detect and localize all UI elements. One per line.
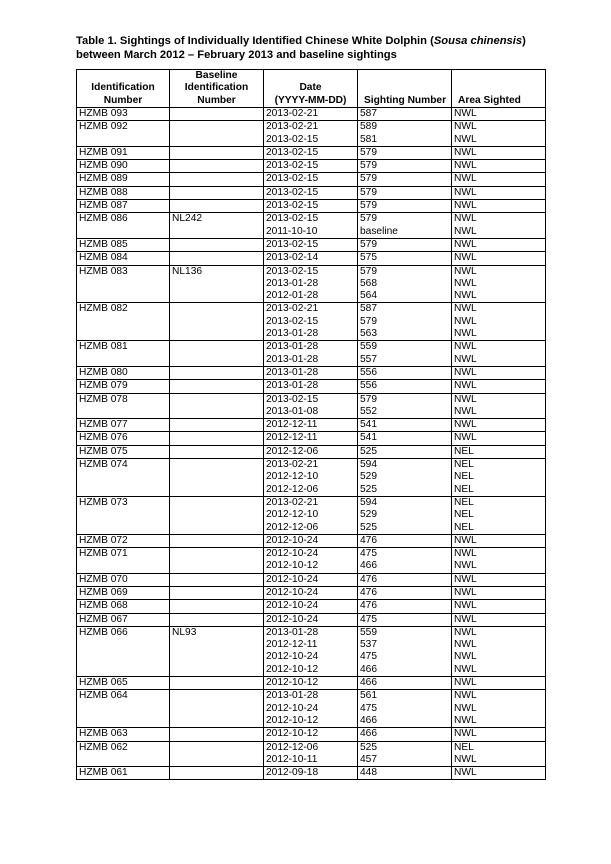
cell-id: HZMB 076 bbox=[77, 432, 170, 445]
table-row bbox=[77, 108, 546, 121]
cell-baseline bbox=[170, 613, 264, 626]
cell-area: NWL bbox=[452, 600, 546, 613]
cell-baseline bbox=[170, 573, 264, 586]
header-id: Identification Number bbox=[77, 70, 170, 108]
cell-sighting-number: 579 552 bbox=[358, 393, 452, 419]
cell-baseline bbox=[170, 728, 264, 741]
cell-date: 2013-02-15 2013-01-28 2012-01-28 bbox=[264, 265, 358, 303]
cell-date: 2013-02-21 2012-12-10 2012-12-06 bbox=[264, 496, 358, 534]
cell-id: HZMB 090 bbox=[77, 160, 170, 173]
cell-baseline bbox=[170, 586, 264, 599]
cell-area: NWL NWL NWL bbox=[452, 303, 546, 341]
cell-id: HZMB 062 bbox=[77, 741, 170, 767]
cell-area: NWL NWL NWL bbox=[452, 265, 546, 303]
header-sighting: Sighting Number bbox=[358, 70, 452, 108]
cell-id: HZMB 091 bbox=[77, 146, 170, 159]
cell-date: 2013-02-15 bbox=[264, 186, 358, 199]
cell-id: HZMB 061 bbox=[77, 767, 170, 780]
cell-area: NWL bbox=[452, 380, 546, 393]
table-row bbox=[77, 160, 546, 173]
cell-id: HZMB 088 bbox=[77, 186, 170, 199]
cell-id: HZMB 092 bbox=[77, 121, 170, 147]
cell-sighting-number: 556 bbox=[358, 366, 452, 379]
cell-date: 2013-02-15 2013-01-08 bbox=[264, 393, 358, 419]
cell-area: NEL bbox=[452, 445, 546, 458]
cell-sighting-number: 475 bbox=[358, 613, 452, 626]
cell-sighting-number: 575 bbox=[358, 252, 452, 265]
cell-baseline bbox=[170, 238, 264, 251]
cell-baseline bbox=[170, 445, 264, 458]
cell-baseline bbox=[170, 741, 264, 767]
table-row bbox=[77, 146, 546, 159]
cell-date: 2012-12-11 bbox=[264, 432, 358, 445]
sightings-table bbox=[76, 69, 546, 780]
cell-baseline bbox=[170, 548, 264, 574]
cell-sighting-number: 476 bbox=[358, 573, 452, 586]
cell-baseline bbox=[170, 173, 264, 186]
cell-baseline bbox=[170, 419, 264, 432]
cell-id: HZMB 069 bbox=[77, 586, 170, 599]
cell-date: 2012-10-24 bbox=[264, 600, 358, 613]
cell-baseline bbox=[170, 690, 264, 728]
cell-id: HZMB 085 bbox=[77, 238, 170, 251]
cell-date: 2012-10-12 bbox=[264, 677, 358, 690]
cell-baseline: NL136 bbox=[170, 265, 264, 303]
cell-area: NWL NWL bbox=[452, 548, 546, 574]
cell-sighting-number: 466 bbox=[358, 728, 452, 741]
table-row bbox=[77, 677, 546, 690]
cell-sighting-number: 476 bbox=[358, 586, 452, 599]
cell-baseline bbox=[170, 121, 264, 147]
cell-area: NWL NWL NWL bbox=[452, 690, 546, 728]
cell-sighting-number: 525 bbox=[358, 445, 452, 458]
table-row bbox=[77, 213, 546, 239]
table-row bbox=[77, 496, 546, 534]
cell-area: NEL NEL NEL bbox=[452, 459, 546, 497]
table-row bbox=[77, 690, 546, 728]
cell-date: 2013-02-15 2011-10-10 bbox=[264, 213, 358, 239]
cell-id: HZMB 067 bbox=[77, 613, 170, 626]
cell-sighting-number: 579 568 564 bbox=[358, 265, 452, 303]
cell-area: NWL bbox=[452, 586, 546, 599]
cell-id: HZMB 074 bbox=[77, 459, 170, 497]
table-row bbox=[77, 459, 546, 497]
table-row bbox=[77, 173, 546, 186]
cell-id: HZMB 071 bbox=[77, 548, 170, 574]
cell-id: HZMB 070 bbox=[77, 573, 170, 586]
cell-baseline bbox=[170, 534, 264, 547]
cell-date: 2012-10-24 bbox=[264, 534, 358, 547]
cell-baseline bbox=[170, 108, 264, 121]
cell-baseline bbox=[170, 496, 264, 534]
cell-id: HZMB 068 bbox=[77, 600, 170, 613]
cell-sighting-number: 559 537 475 466 bbox=[358, 626, 452, 676]
cell-area: NEL NWL bbox=[452, 741, 546, 767]
header-area: Area Sighted bbox=[452, 70, 546, 108]
table-row bbox=[77, 613, 546, 626]
cell-area: NWL bbox=[452, 160, 546, 173]
cell-id: HZMB 078 bbox=[77, 393, 170, 419]
cell-sighting-number: 587 bbox=[358, 108, 452, 121]
cell-sighting-number: 559 557 bbox=[358, 341, 452, 367]
cell-area: NWL NWL NWL NWL bbox=[452, 626, 546, 676]
cell-date: 2013-01-28 2012-10-24 2012-10-12 bbox=[264, 690, 358, 728]
cell-sighting-number: 579 bbox=[358, 238, 452, 251]
title-species: Sousa chinensis bbox=[433, 35, 523, 47]
cell-sighting-number: 556 bbox=[358, 380, 452, 393]
cell-sighting-number: 589 581 bbox=[358, 121, 452, 147]
cell-date: 2013-02-15 bbox=[264, 173, 358, 186]
cell-sighting-number: 579 bbox=[358, 200, 452, 213]
cell-date: 2013-02-21 2012-12-10 2012-12-06 bbox=[264, 459, 358, 497]
cell-area: NWL NWL bbox=[452, 121, 546, 147]
cell-area: NWL bbox=[452, 200, 546, 213]
cell-sighting-number: 579 bbox=[358, 160, 452, 173]
cell-date: 2012-12-11 bbox=[264, 419, 358, 432]
cell-baseline bbox=[170, 341, 264, 367]
cell-date: 2013-02-15 bbox=[264, 160, 358, 173]
cell-id: HZMB 075 bbox=[77, 445, 170, 458]
table-row bbox=[77, 626, 546, 676]
cell-sighting-number: 594 529 525 bbox=[358, 459, 452, 497]
cell-date: 2012-10-24 bbox=[264, 586, 358, 599]
cell-area: NWL bbox=[452, 767, 546, 780]
cell-sighting-number: 475 466 bbox=[358, 548, 452, 574]
header-row bbox=[77, 70, 546, 108]
cell-area: NWL NWL bbox=[452, 213, 546, 239]
cell-sighting-number: 466 bbox=[358, 677, 452, 690]
cell-baseline: NL242 bbox=[170, 213, 264, 239]
cell-id: HZMB 082 bbox=[77, 303, 170, 341]
cell-baseline bbox=[170, 767, 264, 780]
table-row bbox=[77, 432, 546, 445]
cell-baseline bbox=[170, 146, 264, 159]
cell-id: HZMB 081 bbox=[77, 341, 170, 367]
cell-id: HZMB 073 bbox=[77, 496, 170, 534]
cell-sighting-number: 579 baseline bbox=[358, 213, 452, 239]
header-date: Date (YYYY-MM-DD) bbox=[264, 70, 358, 108]
cell-area: NWL NWL bbox=[452, 341, 546, 367]
table-row bbox=[77, 445, 546, 458]
table-row bbox=[77, 548, 546, 574]
cell-area: NWL bbox=[452, 534, 546, 547]
cell-baseline bbox=[170, 380, 264, 393]
cell-baseline bbox=[170, 160, 264, 173]
cell-sighting-number: 541 bbox=[358, 432, 452, 445]
cell-date: 2012-12-06 bbox=[264, 445, 358, 458]
cell-id: HZMB 079 bbox=[77, 380, 170, 393]
cell-id: HZMB 093 bbox=[77, 108, 170, 121]
cell-id: HZMB 077 bbox=[77, 419, 170, 432]
title-prefix: Table 1. Sightings of Individually Identified Chinese White Dolphin ( bbox=[76, 35, 434, 47]
cell-baseline: NL93 bbox=[170, 626, 264, 676]
table-row bbox=[77, 265, 546, 303]
cell-id: HZMB 063 bbox=[77, 728, 170, 741]
cell-area: NWL bbox=[452, 728, 546, 741]
cell-area: NWL bbox=[452, 677, 546, 690]
cell-baseline bbox=[170, 366, 264, 379]
table-row bbox=[77, 586, 546, 599]
cell-id: HZMB 086 bbox=[77, 213, 170, 239]
cell-area: NWL bbox=[452, 238, 546, 251]
cell-sighting-number: 579 bbox=[358, 186, 452, 199]
cell-date: 2012-10-24 bbox=[264, 573, 358, 586]
cell-id: HZMB 084 bbox=[77, 252, 170, 265]
cell-baseline bbox=[170, 432, 264, 445]
cell-date: 2013-01-28 2013-01-28 bbox=[264, 341, 358, 367]
cell-date: 2012-10-24 bbox=[264, 613, 358, 626]
table-row bbox=[77, 200, 546, 213]
cell-sighting-number: 476 bbox=[358, 534, 452, 547]
cell-area: NWL NWL bbox=[452, 393, 546, 419]
cell-area: NWL bbox=[452, 146, 546, 159]
cell-area: NWL bbox=[452, 173, 546, 186]
title-suffix: ) bbox=[522, 35, 526, 47]
title-line2: between March 2012 – February 2013 and baseline sightings bbox=[76, 49, 397, 61]
table-row bbox=[77, 186, 546, 199]
table-row bbox=[77, 121, 546, 147]
table-row bbox=[77, 238, 546, 251]
table-row bbox=[77, 419, 546, 432]
table-row bbox=[77, 767, 546, 780]
table-row bbox=[77, 728, 546, 741]
cell-area: NWL bbox=[452, 419, 546, 432]
cell-date: 2012-10-12 bbox=[264, 728, 358, 741]
cell-sighting-number: 541 bbox=[358, 419, 452, 432]
cell-baseline bbox=[170, 186, 264, 199]
cell-id: HZMB 087 bbox=[77, 200, 170, 213]
cell-id: HZMB 064 bbox=[77, 690, 170, 728]
cell-date: 2013-01-28 bbox=[264, 366, 358, 379]
cell-id: HZMB 083 bbox=[77, 265, 170, 303]
table-title bbox=[76, 34, 556, 62]
cell-date: 2013-02-21 bbox=[264, 108, 358, 121]
cell-sighting-number: 561 475 466 bbox=[358, 690, 452, 728]
table-row bbox=[77, 303, 546, 341]
table-row bbox=[77, 600, 546, 613]
cell-baseline bbox=[170, 459, 264, 497]
cell-area: NWL bbox=[452, 108, 546, 121]
cell-sighting-number: 594 529 525 bbox=[358, 496, 452, 534]
cell-date: 2013-02-14 bbox=[264, 252, 358, 265]
table-row bbox=[77, 741, 546, 767]
cell-baseline bbox=[170, 393, 264, 419]
header-baseline: Baseline Identification Number bbox=[170, 70, 264, 108]
cell-id: HZMB 065 bbox=[77, 677, 170, 690]
cell-date: 2013-02-15 bbox=[264, 200, 358, 213]
cell-area: NWL bbox=[452, 252, 546, 265]
cell-date: 2013-02-21 2013-02-15 bbox=[264, 121, 358, 147]
cell-area: NWL bbox=[452, 366, 546, 379]
cell-id: HZMB 080 bbox=[77, 366, 170, 379]
cell-date: 2012-12-06 2012-10-11 bbox=[264, 741, 358, 767]
cell-date: 2013-02-15 bbox=[264, 238, 358, 251]
cell-baseline bbox=[170, 600, 264, 613]
table-row bbox=[77, 393, 546, 419]
table-row bbox=[77, 341, 546, 367]
cell-area: NWL bbox=[452, 613, 546, 626]
cell-sighting-number: 579 bbox=[358, 173, 452, 186]
cell-id: HZMB 066 bbox=[77, 626, 170, 676]
table-row bbox=[77, 380, 546, 393]
cell-date: 2013-01-28 2012-12-11 2012-10-24 2012-10-12 bbox=[264, 626, 358, 676]
cell-sighting-number: 579 bbox=[358, 146, 452, 159]
cell-area: NWL bbox=[452, 432, 546, 445]
cell-baseline bbox=[170, 677, 264, 690]
table-row bbox=[77, 252, 546, 265]
cell-date: 2012-10-24 2012-10-12 bbox=[264, 548, 358, 574]
cell-area: NWL bbox=[452, 186, 546, 199]
cell-sighting-number: 587 579 563 bbox=[358, 303, 452, 341]
cell-id: HZMB 089 bbox=[77, 173, 170, 186]
cell-baseline bbox=[170, 200, 264, 213]
cell-baseline bbox=[170, 303, 264, 341]
table-row bbox=[77, 366, 546, 379]
cell-date: 2012-09-18 bbox=[264, 767, 358, 780]
cell-date: 2013-02-15 bbox=[264, 146, 358, 159]
cell-sighting-number: 448 bbox=[358, 767, 452, 780]
cell-date: 2013-01-28 bbox=[264, 380, 358, 393]
cell-id: HZMB 072 bbox=[77, 534, 170, 547]
cell-baseline bbox=[170, 252, 264, 265]
cell-date: 2013-02-21 2013-02-15 2013-01-28 bbox=[264, 303, 358, 341]
cell-sighting-number: 525 457 bbox=[358, 741, 452, 767]
table-row bbox=[77, 573, 546, 586]
cell-area: NWL bbox=[452, 573, 546, 586]
cell-sighting-number: 476 bbox=[358, 600, 452, 613]
table-row bbox=[77, 534, 546, 547]
cell-area: NEL NEL NEL bbox=[452, 496, 546, 534]
